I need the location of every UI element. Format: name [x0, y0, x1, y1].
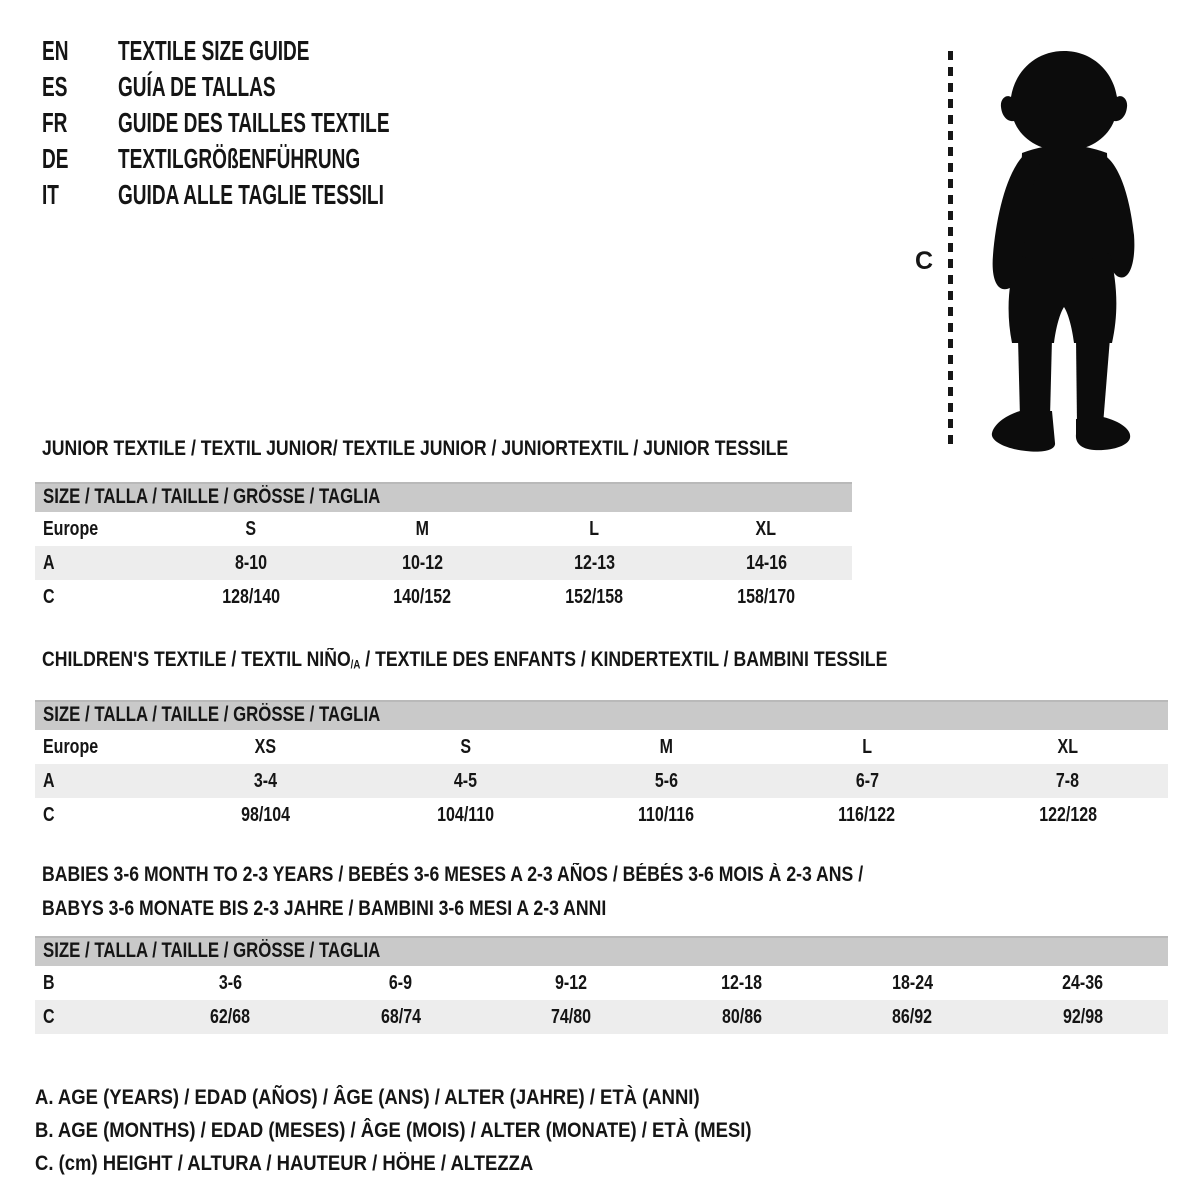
title-text: CHILDREN'S TEXTILE / TEXTIL NIÑO: [42, 648, 351, 671]
junior-section-title: JUNIOR TEXTILE / TEXTIL JUNIOR/ TEXTILE JUNIOR / JUNIORTEXTIL / JUNIOR TESSILE: [42, 437, 789, 460]
junior-size-header: SIZE / TALLA / TAILLE / GRÖSSE / TAGLIA: [35, 482, 852, 512]
row-label: Europe: [43, 735, 99, 758]
legend-line-a: A. AGE (YEARS) / EDAD (AÑOS) / ÂGE (ANS) / ALTER (JAHRE) / ETÀ (ANNI): [35, 1085, 700, 1109]
value-cell: 158/170: [737, 586, 796, 608]
language-code: FR: [42, 107, 68, 138]
value-cell: 128/140: [221, 586, 280, 608]
height-measure-dashed-line: [948, 51, 953, 449]
babies-section-title-line2: BABYS 3-6 MONATE BIS 2-3 JAHRE / BAMBINI 3-6 MESI A 2-3 ANNI: [42, 896, 607, 920]
legend: [35, 1081, 1200, 1180]
value-cell: 18-24: [891, 971, 933, 994]
value-cell: 140/152: [393, 586, 452, 608]
value-cell: 80/86: [721, 1005, 762, 1028]
children-section-title: [35, 648, 1168, 678]
table-row: [35, 580, 852, 614]
table-row: [35, 512, 852, 546]
row-label: C: [43, 586, 55, 608]
value-cell: 7-8: [1056, 769, 1080, 792]
value-cell: 122/128: [1038, 803, 1097, 826]
babies-section: [35, 863, 1168, 1034]
value-cell: 68/74: [380, 1005, 421, 1028]
value-cell: 12-18: [721, 971, 763, 994]
value-cell: XS: [254, 735, 276, 758]
value-cell: 98/104: [240, 803, 290, 826]
value-cell: 8-10: [234, 552, 267, 574]
value-cell: S: [460, 735, 472, 758]
value-cell: 10-12: [402, 552, 444, 574]
title-text: / TEXTILE DES ENFANTS / KINDERTEXTIL / BAMBINI TESSILE: [360, 648, 888, 671]
language-code: IT: [42, 179, 59, 210]
language-code: ES: [42, 71, 68, 102]
row-label: A: [43, 552, 55, 574]
table-row: [35, 764, 1168, 798]
table-row: [35, 1000, 1168, 1034]
row-label: C: [43, 1005, 55, 1028]
value-cell: L: [589, 518, 600, 540]
value-cell: S: [245, 518, 257, 540]
junior-section: [35, 437, 852, 614]
value-cell: M: [659, 735, 674, 758]
babies-section-title-line1: BABIES 3-6 MONTH TO 2-3 YEARS / BEBÉS 3-6 MESES A 2-3 AÑOS / BÉBÉS 3-6 MOIS À 2-3 ANS /: [42, 862, 864, 886]
junior-table: [35, 482, 852, 614]
language-title: GUÍA DE TALLAS: [118, 71, 276, 102]
value-cell: 86/92: [892, 1005, 933, 1028]
row-label: B: [43, 971, 55, 994]
row-label: C: [43, 803, 55, 826]
language-code: EN: [42, 35, 69, 66]
value-cell: 9-12: [555, 971, 588, 994]
children-table: [35, 700, 1168, 832]
language-code: DE: [42, 143, 69, 174]
value-cell: 3-6: [218, 971, 242, 994]
value-cell: 6-9: [389, 971, 413, 994]
value-cell: 92/98: [1062, 1005, 1103, 1028]
height-measure-label: C: [915, 247, 934, 275]
legend-line-c: C. (cm) HEIGHT / ALTURA / HAUTEUR / HÖHE / ALTEZZA: [35, 1151, 534, 1175]
value-cell: 5-6: [654, 769, 679, 792]
value-cell: XL: [755, 518, 777, 540]
value-cell: 4-5: [454, 769, 478, 792]
value-cell: 62/68: [210, 1005, 251, 1028]
value-cell: 6-7: [855, 769, 879, 792]
value-cell: M: [415, 518, 430, 540]
language-title: TEXTILGRÖßENFÜHRUNG: [118, 143, 361, 174]
language-title: GUIDA ALLE TAGLIE TESSILI: [118, 179, 384, 210]
table-row: [35, 730, 1168, 764]
value-cell: 104/110: [437, 803, 495, 826]
value-cell: 24-36: [1062, 971, 1104, 994]
value-cell: 116/122: [838, 803, 896, 826]
babies-size-header: SIZE / TALLA / TAILLE / GRÖSSE / TAGLIA: [35, 936, 1168, 966]
value-cell: 110/116: [638, 803, 695, 826]
children-size-header: SIZE / TALLA / TAILLE / GRÖSSE / TAGLIA: [35, 700, 1168, 730]
row-label: A: [43, 769, 55, 792]
children-section: [35, 648, 1168, 832]
value-cell: 3-4: [253, 769, 277, 792]
toddler-silhouette-icon: [962, 43, 1167, 455]
row-label: Europe: [43, 518, 99, 540]
table-row: [35, 546, 852, 580]
size-guide-page: [0, 33, 1200, 1200]
babies-table: [35, 936, 1168, 1034]
language-title: GUIDE DES TAILLES TEXTILE: [118, 107, 390, 138]
value-cell: XL: [1057, 735, 1078, 758]
value-cell: 12-13: [573, 552, 615, 574]
value-cell: L: [862, 735, 872, 758]
table-row: [35, 798, 1168, 832]
value-cell: 152/158: [565, 586, 624, 608]
title-subscript: /A: [350, 659, 361, 672]
language-title: TEXTILE SIZE GUIDE: [118, 35, 310, 66]
value-cell: 14-16: [745, 552, 787, 574]
legend-line-b: B. AGE (MONTHS) / EDAD (MESES) / ÂGE (MOIS) / ALTER (MONATE) / ETÀ (MESI): [35, 1118, 752, 1142]
value-cell: 74/80: [551, 1005, 592, 1028]
table-row: [35, 966, 1168, 1000]
